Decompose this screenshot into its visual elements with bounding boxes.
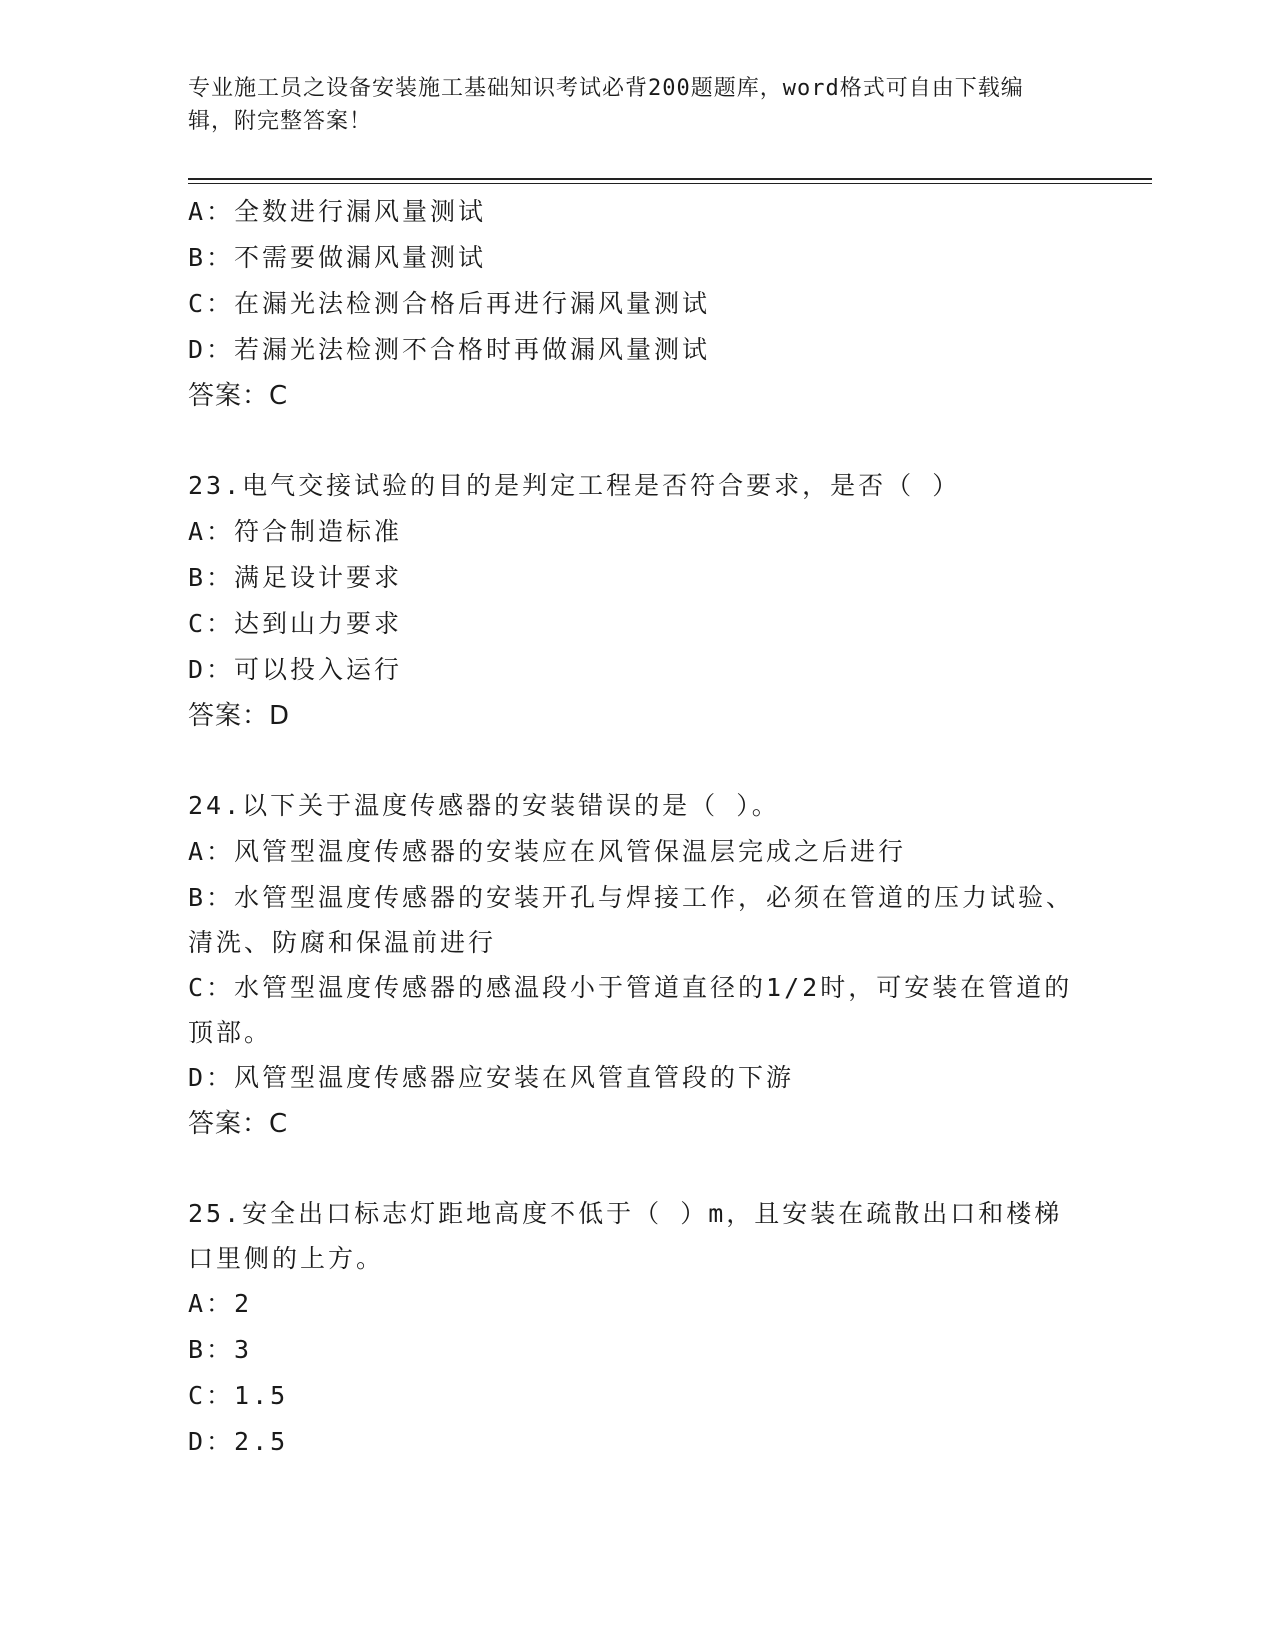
option-d: D：可以投入运行 [188, 655, 403, 684]
option-d: D：风管型温度传感器应安装在风管直管段的下游 [188, 1063, 795, 1092]
answer: 答案：C [188, 381, 289, 411]
option-c: C：水管型温度传感器的感温段小于管道直径的1/2时，可安装在管道的顶部。 [188, 973, 1073, 1047]
option-a: A：风管型温度传感器的安装应在风管保温层完成之后进行 [188, 837, 907, 866]
option-d: D：若漏光法检测不合格时再做漏风量测试 [188, 335, 711, 364]
option-b: B：水管型温度传感器的安装开孔与焊接工作，必须在管道的压力试验、清洗、防腐和保温前进行 [188, 883, 1075, 957]
option-c: C：达到山力要求 [188, 609, 403, 638]
option-a: A：符合制造标准 [188, 517, 403, 546]
option-b: B：3 [188, 1335, 253, 1364]
answer: 答案：C [188, 1109, 289, 1139]
option-a: A：全数进行漏风量测试 [188, 197, 487, 226]
document-header: 专业施工员之设备安装施工基础知识考试必背200题题库，word格式可自由下载编辑，附完整答案！ [188, 76, 1024, 134]
question-text: 24.以下关于温度传感器的安装错误的是（ ）。 [188, 791, 780, 820]
question-block-24 [188, 783, 1088, 1147]
option-d: D：2.5 [188, 1427, 289, 1456]
option-b: B：不需要做漏风量测试 [188, 243, 487, 272]
option-a: A：2 [188, 1289, 253, 1318]
option-c: C：在漏光法检测合格后再进行漏风量测试 [188, 289, 711, 318]
answer: 答案：D [188, 701, 291, 731]
question-list [188, 189, 1088, 1465]
question-text: 23.电气交接试验的目的是判定工程是否符合要求，是否（ ） [188, 471, 961, 500]
question-block-23 [188, 463, 1088, 739]
question-text: 25.安全出口标志灯距地高度不低于（ ）m，且安装在疏散出口和楼梯口里侧的上方。 [188, 1199, 1063, 1273]
question-block-22 [188, 189, 1088, 419]
header-divider [188, 178, 1152, 180]
option-b: B：满足设计要求 [188, 563, 403, 592]
option-c: C：1.5 [188, 1381, 289, 1410]
header-divider-thin [188, 183, 1152, 184]
question-block-25 [188, 1191, 1088, 1465]
